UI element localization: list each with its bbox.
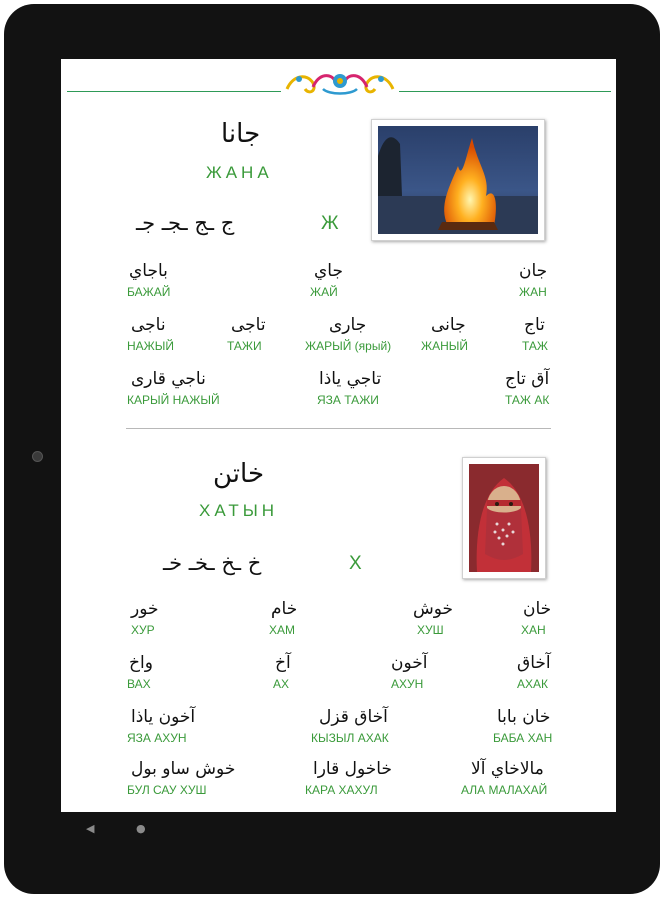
- s2-word-8-cyrillic: ВАХ: [127, 677, 151, 691]
- section2-word-arabic: خاتن: [213, 459, 265, 489]
- tablet-frame: [4, 4, 660, 894]
- s1-word-3-arabic: باجاي: [129, 261, 168, 281]
- woman-image: [469, 464, 539, 572]
- s2-word-12-cyrillic: АЛА МАЛАХАЙ: [461, 783, 548, 797]
- s1-word-9-cyrillic: ТАЖ АК: [505, 393, 550, 407]
- s1-word-10-cyrillic: ЯЗА ТАЖИ: [317, 393, 379, 407]
- section1-word-cyrillic: ЖАНА: [206, 163, 273, 182]
- s2-word-14-cyrillic: БУЛ САУ ХУШ: [127, 783, 207, 797]
- s2-word-1-cyrillic: ХАН: [521, 623, 546, 637]
- s1-word-9-arabic: آق تاج: [505, 369, 550, 389]
- section2-letter-forms: خ ـخ ـخـ خـ: [163, 551, 262, 575]
- s1-word-2-arabic: جاي: [314, 261, 343, 281]
- s1-word-4-arabic: تاج: [524, 315, 545, 335]
- s2-word-4-cyrillic: ХУР: [131, 623, 155, 637]
- s2-word-10-cyrillic: КЫЗЫЛ АХАК: [311, 731, 389, 745]
- s2-word-4-arabic: خور: [131, 599, 159, 619]
- s1-word-6-cyrillic: ЖАРЫЙ (ярый): [305, 339, 392, 353]
- s1-word-3-cyrillic: БАЖАЙ: [127, 285, 171, 299]
- s2-word-5-cyrillic: АХАК: [517, 677, 549, 691]
- s2-word-11-cyrillic: ЯЗА АХУН: [127, 731, 187, 745]
- s1-word-11-arabic: ناجي قارى: [131, 369, 206, 389]
- s2-word-9-cyrillic: БАБА ХАН: [493, 731, 553, 745]
- s1-word-7-arabic: تاجى: [231, 315, 266, 335]
- s2-word-9-arabic: خان بابا: [497, 707, 551, 727]
- s2-word-2-cyrillic: ХУШ: [417, 623, 444, 637]
- s1-word-8-arabic: ناجى: [131, 315, 166, 335]
- s2-word-13-cyrillic: КАРА ХАХУЛ: [305, 783, 378, 797]
- s2-word-7-cyrillic: АХ: [273, 677, 290, 691]
- section2-letter-cyrillic: Х: [349, 553, 362, 574]
- section-divider: [126, 428, 551, 429]
- camera-dot: [32, 451, 43, 462]
- s2-word-6-cyrillic: АХУН: [391, 677, 424, 691]
- section1-letter-cyrillic: Ж: [321, 213, 339, 234]
- s1-word-2-cyrillic: ЖАЙ: [310, 285, 338, 299]
- s2-word-13-arabic: خاخول قارا: [313, 759, 392, 779]
- s1-word-4-cyrillic: ТАЖ: [522, 339, 549, 353]
- header-line-left: [67, 91, 281, 92]
- s2-word-3-cyrillic: ХАМ: [269, 623, 296, 637]
- back-icon[interactable]: ◀: [86, 822, 95, 835]
- header-line-right: [399, 91, 611, 92]
- s2-word-11-arabic: آخون ياذا: [131, 707, 196, 727]
- s1-word-11-cyrillic: КАРЫЙ НАЖЫЙ: [127, 393, 220, 407]
- section2-word-cyrillic: ХАТЫН: [199, 501, 279, 520]
- s2-word-6-arabic: آخون: [391, 653, 428, 673]
- s2-word-12-arabic: مالاخاي آلا: [471, 759, 544, 779]
- s1-word-7-cyrillic: ТАЖИ: [227, 339, 262, 353]
- s1-word-1-arabic: جان: [519, 261, 548, 281]
- s1-word-5-cyrillic: ЖАНЫЙ: [421, 339, 468, 353]
- s2-word-1-arabic: خان: [523, 599, 552, 619]
- bonfire-photo: [371, 119, 545, 241]
- s1-word-1-cyrillic: ЖАН: [519, 285, 547, 299]
- s1-word-6-arabic: جارى: [329, 315, 367, 335]
- section1-word-arabic: جانا: [221, 119, 261, 149]
- woman-photo: [462, 457, 546, 579]
- s1-word-5-arabic: جانى: [431, 315, 466, 335]
- bonfire-image: [378, 126, 538, 234]
- home-icon[interactable]: ●: [136, 822, 146, 835]
- ornament-icon: [283, 67, 397, 99]
- s2-word-8-arabic: واخ: [129, 653, 153, 673]
- s2-word-3-arabic: خام: [271, 599, 298, 619]
- s1-word-10-arabic: تاجي ياذا: [319, 369, 382, 389]
- page-screen[interactable]: [61, 59, 616, 812]
- s2-word-10-arabic: آخاق قزل: [319, 707, 388, 727]
- s2-word-7-arabic: آخ: [275, 653, 291, 673]
- s1-word-8-cyrillic: НАЖЫЙ: [127, 339, 174, 353]
- s2-word-5-arabic: آخاق: [517, 653, 551, 673]
- s2-word-14-arabic: خوش ساو بول: [131, 759, 236, 779]
- s2-word-2-arabic: خوش: [413, 599, 454, 619]
- section1-letter-forms: ج ـج ـجـ جـ: [136, 211, 235, 235]
